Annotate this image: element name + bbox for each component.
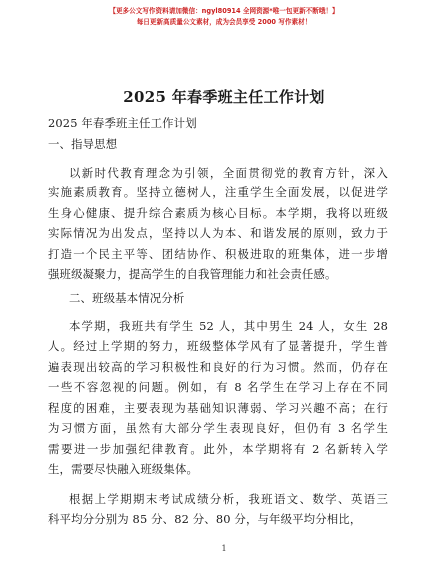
body-line: 遍表现出较高的学习积极性和良好的行为习惯。然而，仍存在 (48, 360, 388, 374)
body-line: 生身心健康、提升综合素质为核心目标。本学期，我将以班级 (48, 206, 388, 220)
body-line: 实施素质教育。坚持立德树人，注重学生全面发展，以促进学 (48, 185, 388, 199)
body-line: 以新时代教育理念为引领，全面贯彻党的教育方针，深入 (69, 166, 388, 180)
body-line: 打造一个民主平等、团结协作、积极进取的班集体，进一步增 (48, 247, 388, 261)
document-title: 2025 年春季班主任工作计划 (123, 88, 325, 106)
promo-banner-line-1: 【更多公文写作资料请加微信：ngyl80914 全网资源*唯一包更新不断哦！】 (109, 7, 339, 15)
body-line: 科平均分分别为 85 分、82 分、80 分，与年级平均分相比， (48, 512, 362, 526)
promo-banner (0, 6, 448, 28)
body-line: 需要进一步加强纪律教育。此外，本学期将有 2 名新转入学 (48, 442, 388, 456)
body-line: 实际情况为出发点，坚持以人为本、和谐发展的原则，致力于 (48, 226, 388, 240)
body-line: 程度的困难，主要表现为基础知识薄弱、学习兴趣不高；在行 (48, 401, 388, 415)
body-line: 为习惯方面，虽然有大部分学生表现良好，但仍有 3 名学生 (48, 421, 388, 435)
body-line: 强班级凝聚力，提高学生的自我管理能力和社会责任感。 (48, 267, 337, 281)
section-heading: 一、指导思想 (48, 137, 118, 151)
body-line: 根据上学期期末考试成绩分析，我班语文、数学、英语三 (69, 492, 388, 506)
body-line: 本学期，我班共有学生 52 人，其中男生 24 人，女生 28 (69, 319, 388, 333)
body-line: 人。经过上学期的努力，班级整体学风有了显著提升，学生普 (48, 339, 388, 353)
subtitle-line: 2025 年春季班主任工作计划 (48, 116, 197, 130)
promo-banner-line-2: 每日更新高质量公文素材，成为会员享受 2000 写作素材！ (136, 18, 312, 26)
section-heading: 二、班级基本情况分析 (69, 291, 185, 305)
body-line: 一些不容忽视的问题。例如，有 8 名学生在学习上存在不同 (48, 380, 388, 394)
page-number: 1 (221, 544, 227, 553)
body-line: 生，需要尽快融入班级集体。 (48, 462, 199, 476)
